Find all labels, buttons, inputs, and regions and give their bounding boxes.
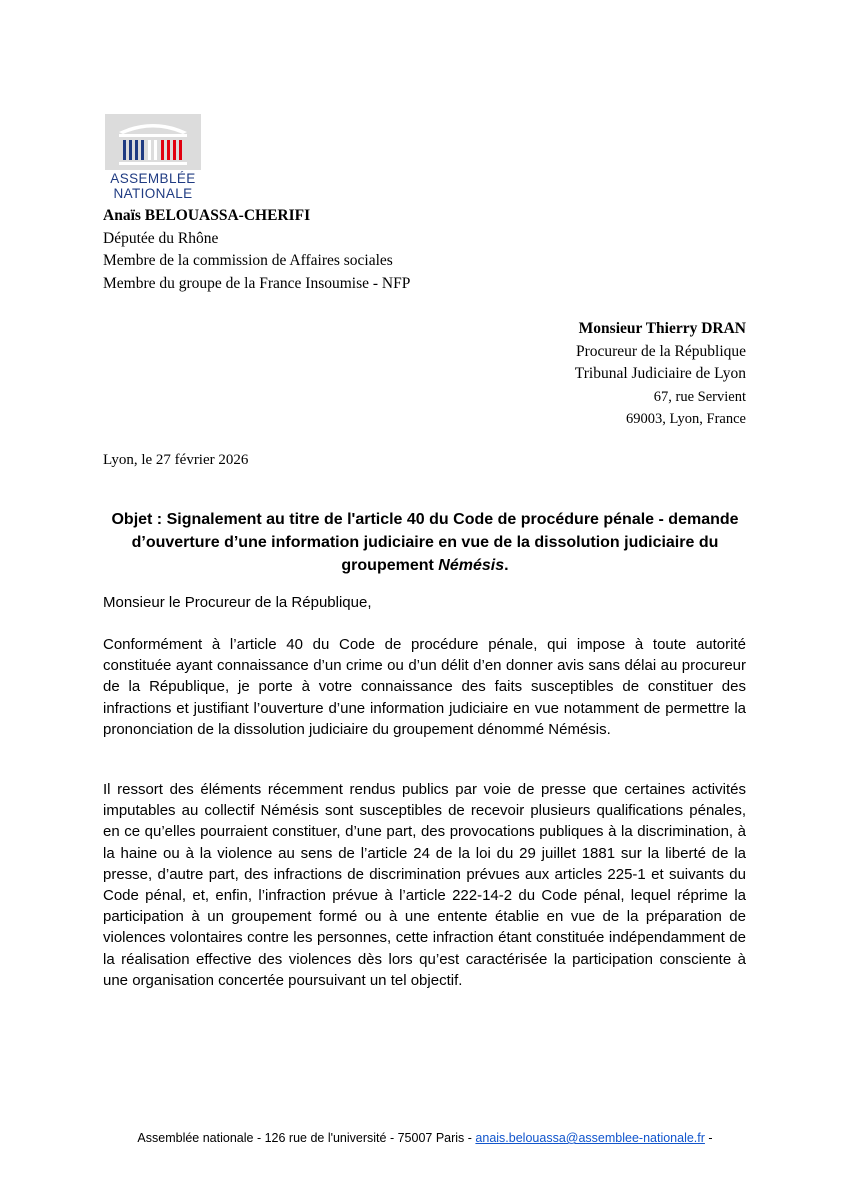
footer-suffix: - [704, 1131, 713, 1145]
recipient-name: Monsieur Thierry DRAN [578, 320, 746, 337]
recipient-block [575, 318, 746, 431]
recipient-street: 67, rue Servient [653, 388, 746, 405]
footer-address: Assemblée nationale - 126 rue de l'université - 75007 Paris - [137, 1131, 476, 1145]
sender-group: Membre du groupe de la France Insoumise - NFP [103, 274, 411, 292]
logo-text-line1: ASSEMBLÉE [110, 171, 196, 186]
recipient-title: Procureur de la République [575, 342, 746, 360]
footer-email-link[interactable]: anais.belouassa@assemblee-nationale.fr [475, 1131, 705, 1145]
logo-text-line2: NATIONALE [113, 186, 193, 201]
sender-block [103, 205, 410, 295]
sender-role: Députée du Rhône [103, 229, 219, 247]
letter-subject [103, 508, 747, 577]
salutation: Monsieur le Procureur de la République, [103, 594, 372, 611]
subject-emphasis: Némésis [438, 557, 505, 574]
paragraph-1: Conformément à l’article 40 du Code de procédure pénale, qui impose à toute autorité constituée ayant connaissance d’un crime ou d’un délit d’en donner avis sans délai au procureur de la République, je porte à votre connaissance des faits susceptibles de constituer des infractions et justifiant l’ouverture d’une information judiciaire en vue notamment de permettre la prononciation de la dissolution judiciaire du groupement dénommé Némésis. [103, 636, 746, 738]
sender-name: Anaïs BELOUASSA-CHERIFI [103, 207, 311, 224]
sender-commission: Membre de la commission de Affaires sociales [103, 252, 393, 269]
recipient-court: Tribunal Judiciaire de Lyon [574, 365, 746, 382]
page-footer [0, 1130, 850, 1146]
assemblee-nationale-logo [105, 114, 201, 202]
recipient-city: 69003, Lyon, France [625, 411, 746, 427]
subject-end: . [504, 557, 509, 574]
paragraph-2: Il ressort des éléments récemment rendus publics par voie de presse que certaines activités imputables au collectif Némésis sont susceptibles de recevoir plusieurs qualifications pénales, en ce qu’elles pourraient constituer, d’une part, des provocations publiques à la discrimination, à la haine ou à la violence au sens de l’article 24 de la loi du 29 juillet 1881 sur la liberté de la presse, d’autre part, des infractions de discrimination prévues aux articles 225-1 et suivants du Code pénal, et, enfin, l’infraction prévue à l’article 222-14-2 du Code pénal, lequel réprime la participation à un groupement formé ou à une entente établie en vue de la préparation de violences volontaires contre les personnes, cette infraction étant constituée indépendamment de la réalisation effective des violences dès lors qu’est caractérisée la participation consciente à une organisation concertée poursuivant un tel objectif. [103, 781, 746, 989]
hemicycle-emblem-icon [105, 114, 201, 170]
subject-text: Objet : Signalement au titre de l'article 40 du Code de procédure pénale - demande d’ouverture d’une information judiciaire en vue de la dissolution judiciaire du groupement [111, 511, 739, 574]
letter-date: Lyon, le 27 février 2026 [103, 452, 249, 468]
